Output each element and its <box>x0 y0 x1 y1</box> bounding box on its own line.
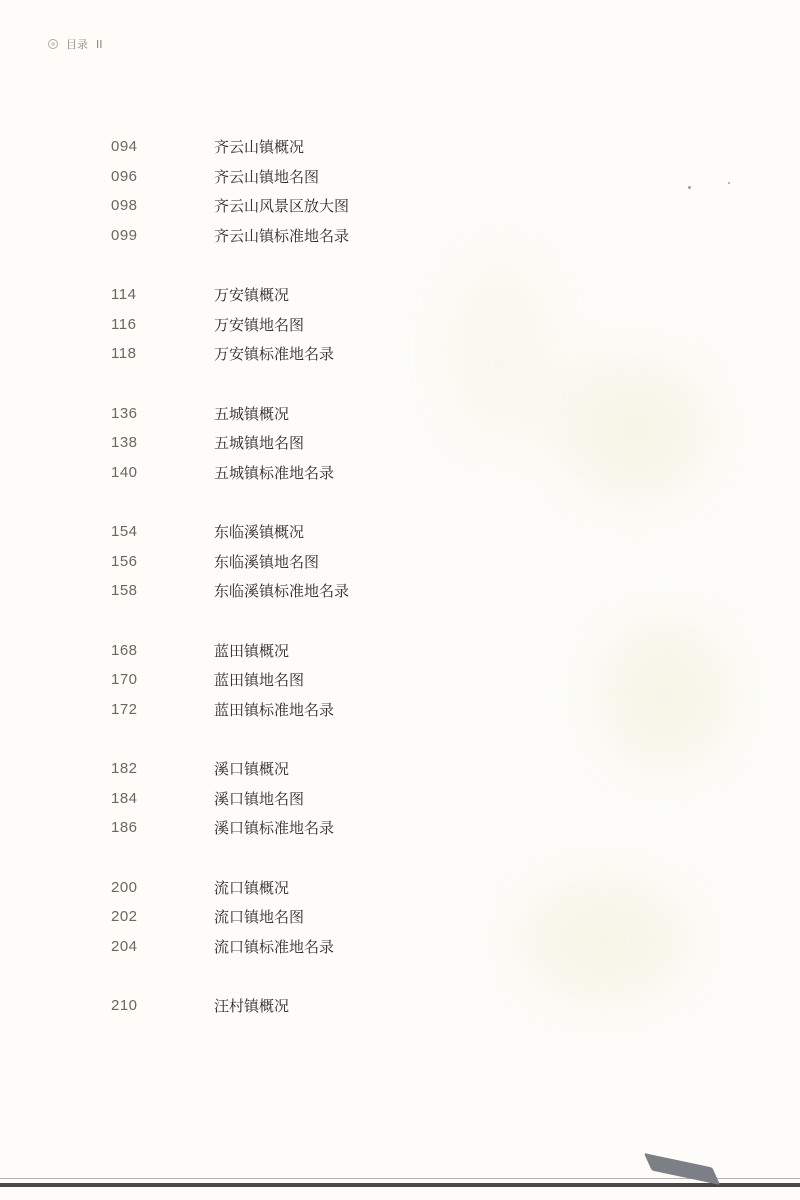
toc-entry-title: 齐云山风景区放大图 <box>214 197 350 215</box>
toc-entry-title: 流口镇概况 <box>214 879 290 897</box>
toc-page-number: 186 <box>111 819 138 836</box>
toc-entry-title: 溪口镇地名图 <box>214 790 305 808</box>
toc-page-number: 204 <box>111 938 138 955</box>
toc-page-number: 096 <box>111 168 138 185</box>
toc-entry-title: 五城镇标准地名录 <box>214 464 335 482</box>
toc-page-number: 168 <box>111 642 138 659</box>
toc-entry-title: 五城镇地名图 <box>214 434 305 452</box>
header-section-title: 目录 <box>66 38 88 51</box>
toc-page-number: 118 <box>111 345 137 362</box>
toc-page-number: 114 <box>111 286 137 303</box>
toc-entry-title: 东临溪镇标准地名录 <box>214 582 350 600</box>
toc-page-number: 182 <box>111 760 138 777</box>
bottom-thin-rule <box>0 1178 800 1179</box>
toc-page-number: 136 <box>111 405 138 422</box>
toc-page-number: 094 <box>111 138 138 155</box>
toc-entry-title: 五城镇概况 <box>214 405 290 423</box>
header-page-number: II <box>96 37 103 51</box>
toc-entry-title: 齐云山镇标准地名录 <box>214 227 350 245</box>
toc-entry-title: 齐云山镇地名图 <box>214 168 320 186</box>
toc-entry-title: 汪村镇概况 <box>214 997 290 1015</box>
toc-entry-title: 蓝田镇地名图 <box>214 671 305 689</box>
toc-page-number: 138 <box>111 434 138 451</box>
toc-page-number: 210 <box>111 997 138 1014</box>
toc-page-number: 098 <box>111 197 138 214</box>
toc-entry-title: 蓝田镇概况 <box>214 642 290 660</box>
toc-entry-title: 溪口镇概况 <box>214 760 290 778</box>
toc-entry-title: 万安镇地名图 <box>214 316 305 334</box>
toc-entry-title: 东临溪镇概况 <box>214 523 305 541</box>
toc-page-number: 140 <box>111 464 138 481</box>
toc-page-number: 202 <box>111 908 138 925</box>
toc-entry-title: 流口镇标准地名录 <box>214 938 335 956</box>
toc-entry-title: 万安镇概况 <box>214 286 290 304</box>
toc-page-number: 158 <box>111 582 138 599</box>
toc-page-number: 170 <box>111 671 138 688</box>
toc-entry-title: 万安镇标准地名录 <box>214 345 335 363</box>
toc-entry-title: 流口镇地名图 <box>214 908 305 926</box>
toc-entry-title: 溪口镇标准地名录 <box>214 819 335 837</box>
toc-entry-title: 齐云山镇概况 <box>214 138 305 156</box>
bottom-rule <box>0 1183 800 1187</box>
toc-page-number: 184 <box>111 790 138 807</box>
toc-page-number: 154 <box>111 523 138 540</box>
toc-page-number: 200 <box>111 879 138 896</box>
toc-page-number: 156 <box>111 553 138 570</box>
toc-page-number: 116 <box>111 316 137 333</box>
toc-entry-title: 东临溪镇地名图 <box>214 553 320 571</box>
toc-entry-title: 蓝田镇标准地名录 <box>214 701 335 719</box>
toc-page-number: 172 <box>111 701 138 718</box>
toc-page-number: 099 <box>111 227 138 244</box>
